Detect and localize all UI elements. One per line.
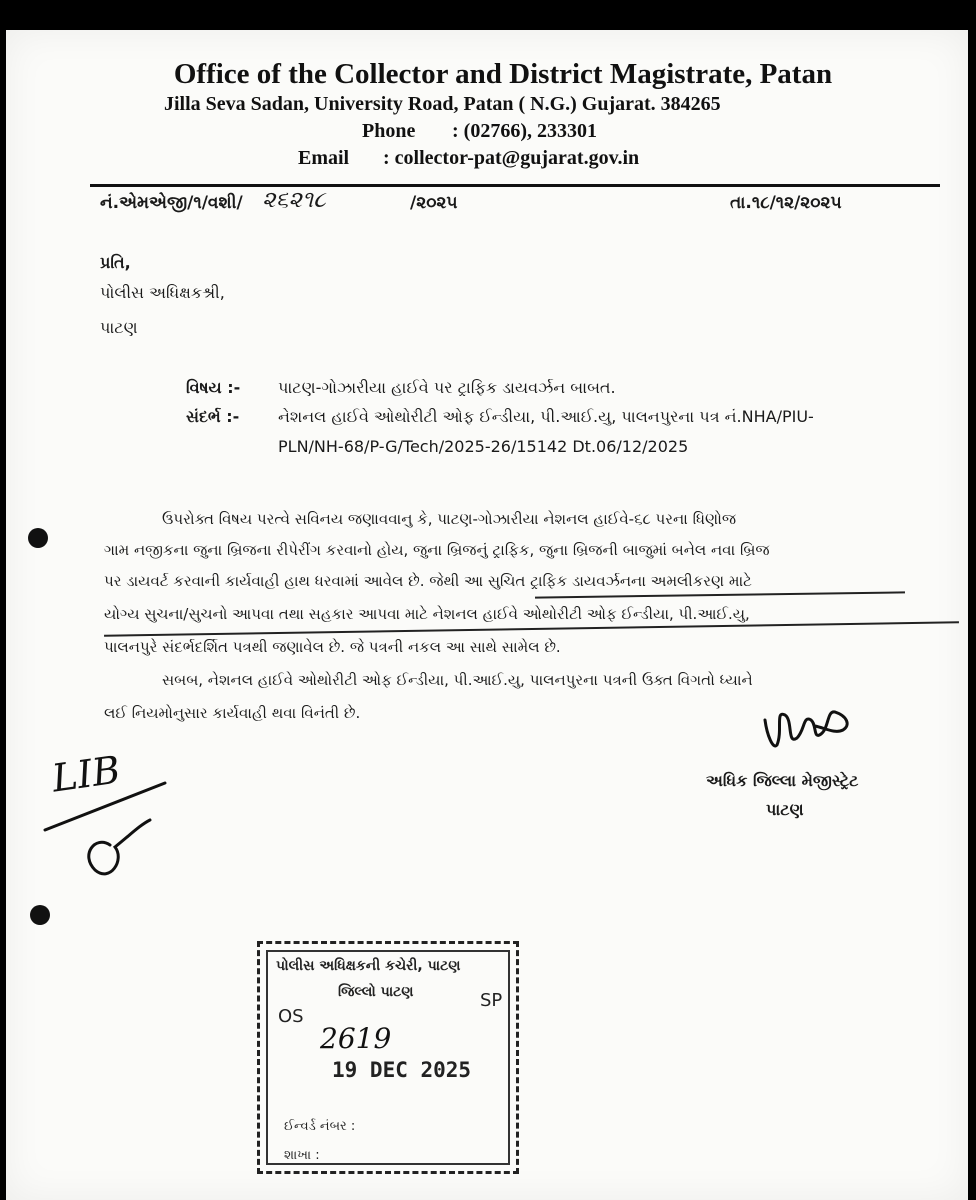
body-line-6: સબબ, નેશનલ હાઈવે ઓથોરીટી ઓફ ઈન્ડીયા, પી.આઈ.યુ, પાલનપુરના પત્રની ઉક્ત વિગતો ધ્યાને xyxy=(162,671,753,689)
stamp-inward-label: ઈન્વર્ડ નંબર : xyxy=(284,1119,356,1134)
reference-label: સંદર્ભ :- xyxy=(186,407,240,426)
header-divider xyxy=(90,184,940,187)
body-line-1: ઉપરોક્ત વિષય પરત્વે સવિનય જણાવવાનુ કે, પાટણ-ગોઝારીયા નેશનલ હાઈવે-૬૮ પરના ધિણોજ xyxy=(162,510,737,528)
recipient-place: પાટણ xyxy=(100,318,138,337)
body-line-2: ગામ નજીકના જુના બ્રિજના રીપેરીંગ કરવાનો હોય, જુના બ્રિજનું ટ્રાફિક, જુના બ્રિજની બાજુમાં બનેલ નવા બ્રિજ xyxy=(104,541,770,559)
office-title: Office of the Collector and District Magistrate, Patan xyxy=(173,58,833,90)
scan-border-right xyxy=(968,0,976,1200)
letter-date: તા.૧૮/૧૨/૨૦૨૫ xyxy=(730,193,842,213)
reference-line-2: PLN/NH-68/P-G/Tech/2025-26/15142 Dt.06/12/2025 xyxy=(278,437,689,456)
reference-year: /૨૦૨૫ xyxy=(410,193,458,213)
email-label: Email xyxy=(298,147,350,169)
stamp-office: પોલીસ અધિક્ષકની કચેરી, પાટણ xyxy=(276,958,461,974)
phone-label: Phone xyxy=(362,120,416,142)
handwritten-note: LIB xyxy=(49,747,123,801)
reference-handwritten-number: ૨૬૨૧૮ xyxy=(262,187,326,213)
stamp-branch-label: શાખા : xyxy=(284,1148,320,1163)
signatory-title: અધિક જિલ્લા મેજીસ્ટ્રેટ xyxy=(706,771,859,790)
phone-value: : (02766), 233301 xyxy=(452,120,597,142)
body-line-7: લઈ નિયમોનુસાર કાર્યવાહી થવા વિનંતી છે. xyxy=(104,704,361,722)
recipient-name: પોલીસ અધિક્ષકશ્રી, xyxy=(100,283,225,302)
email-value: : collector-pat@gujarat.gov.in xyxy=(383,147,640,169)
body-line-5: પાલનપુરે સંદર્ભદર્શિત પત્રથી જણાવેલ છે. જે પત્રની નકલ આ સાથે સામેલ છે. xyxy=(104,638,561,656)
subject-label: વિષય :- xyxy=(186,378,241,397)
subject-text: પાટણ-ગોઝારીયા હાઈવે પર ટ્રાફિક ડાયવર્ઝન બાબત. xyxy=(278,378,616,397)
handwritten-marks xyxy=(40,775,180,895)
reference-number: નં.એમએજી/૧/વશી/ xyxy=(100,193,243,213)
stamp-date: 19 DEC 2025 xyxy=(332,1058,472,1082)
stamp-inward-number: 2619 xyxy=(320,1022,392,1055)
stamp-district: જિલ્લો પાટણ xyxy=(338,984,414,1000)
signatory-place: પાટણ xyxy=(766,800,804,819)
office-address: Jilla Seva Sadan, University Road, Patan ( N.G.) Gujarat. 384265 xyxy=(164,93,721,115)
recipient-prati: પ્રતિ, xyxy=(100,253,131,272)
reference-line-1: નેશનલ હાઈવે ઓથોરીટી ઓફ ઈન્ડીયા, પી.આઈ.યુ, પાલનપુરના પત્ર નં.NHA/PIU- xyxy=(278,407,814,426)
punch-hole-bottom xyxy=(30,905,50,925)
signature xyxy=(755,690,865,760)
punch-hole-top xyxy=(28,528,48,548)
stamp-right-code: SP xyxy=(480,990,503,1011)
stamp-left-code: OS xyxy=(278,1006,304,1027)
body-line-4: યોગ્ય સુચના/સુચનો આપવા તથા સહકાર આપવા માટે નેશનલ હાઈવે ઓથોરીટી ઓફ ઈન્ડીયા, પી.આઈ.યુ, xyxy=(104,605,750,623)
body-line-3: પર ડાયવર્ટ કરવાની કાર્યવાહી હાથ ધરવામાં આવેલ છે. જેથી આ સુચિત ટ્રાફિક ડાયવર્ઝનના અમલીકરણ માટે xyxy=(104,572,752,590)
